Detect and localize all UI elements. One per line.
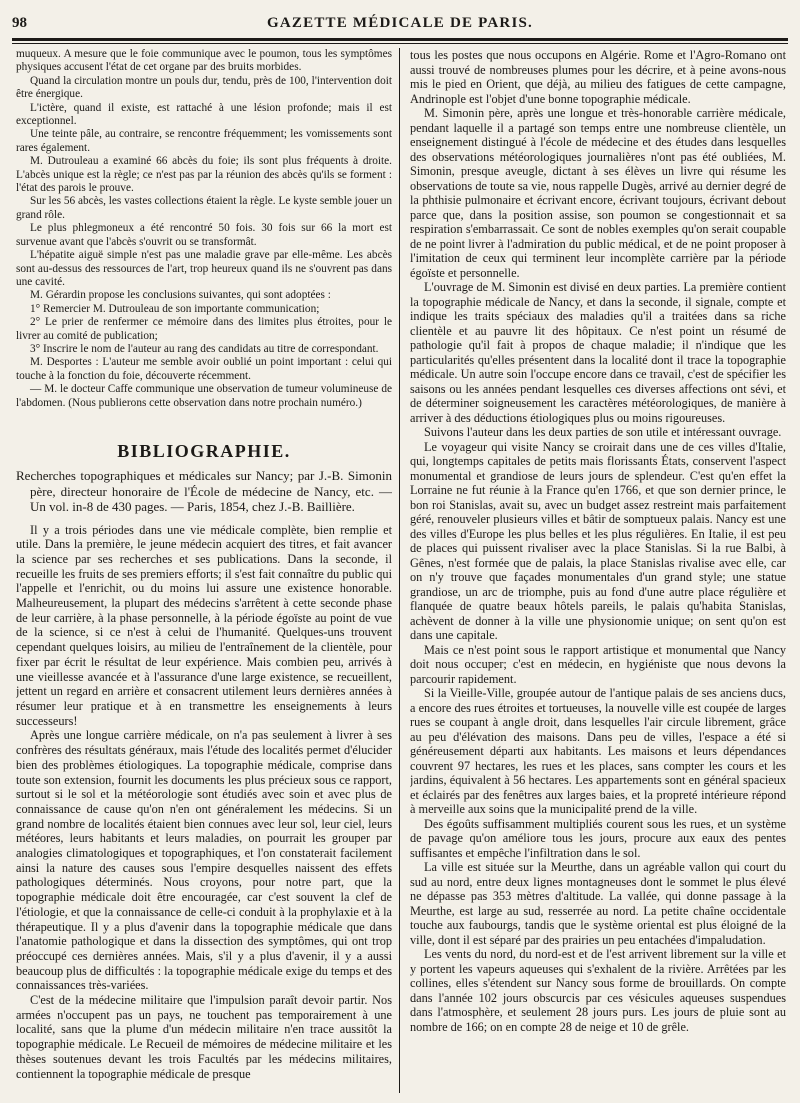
paragraph: L'ictère, quand il existe, est rattaché à une lésion profonde; mais il est exceptionnel. [16, 101, 392, 128]
paragraph: La ville est située sur la Meurthe, dans un agréable vallon qui court du sud au nord, entre deux lignes montagneuses dont le sommet le plus élevé ne dépasse pas 353 mètres d'altitude. La vallée, qui donne passage à la Meurthe, est large au sud, resserrée au nord. La petite chaîne occidentale touche aux faubourgs, tandis que le système oriental est plus éloigné de la ville, dont il est séparé par des prairies un peu entachées d'impaludation. [410, 860, 786, 947]
page-header [12, 10, 788, 36]
paragraph: L'hépatite aiguë simple n'est pas une maladie grave par elle-même. Les abcès sont au-dessus des ressources de l'art, trop heureux quand ils ne s'ouvrent pas dans une cavité. [16, 249, 392, 288]
header-rule-thin [12, 43, 788, 44]
paragraph: Sur les 56 abcès, les vastes collections étaient la règle. Le kyste semble jouer un grand rôle. [16, 195, 392, 221]
running-title: GAZETTE MÉDICALE DE PARIS. [267, 14, 533, 31]
header-rule-thick [12, 38, 788, 41]
paragraph: Quand la circulation montre un pouls dur, tendu, près de 100, l'intervention doit être énergique. [16, 74, 392, 101]
paragraph: M. Gérardin propose les conclusions suivantes, qui sont adoptées : [30, 289, 331, 302]
paragraph: M. Dutrouleau a examiné 66 abcès du foie; ils sont plus fréquents à droite. L'abcès unique est la règle; ce n'est pas par la réunion des abcès qu'ils se forment : l'état des parois le prouve. [16, 155, 392, 195]
conclusion-item: 1° Remercier M. Dutrouleau de son importante communication; [30, 302, 320, 315]
paragraph: muqueux. A mesure que le foie communique avec le poumon, tous les symptômes physiques accusent l'état de cet organe par des bruits morbides. [16, 48, 392, 74]
paragraph: M. Simonin père, après une longue et très-honorable carrière médicale, pendant laquelle il a partagé son temps entre une nombreuse clientèle, un enseignement distingué à l'école de médecine et des études dans lesquelles des observations météorologiques journalières n'ont pas été oubliées, M. Simonin, presque aveugle, dictant à ses élèves un livre qui résume les observations de toute sa vie, nous rappelle Dugès, arrivé au dernier degré de la phthisie pulmonaire et écrivant encore, écrivant toujours, écrivant debout parce que, dans la position assise, son poumon se congestionnait et sa respiration s'embarrassait. Ce sont de nobles exemples qu'on serait coupable de ne point livrer à l'admiration du public médical, et de ne point proposer à l'imitation de ceux qui terminent leur incomplète carrière par la période égoïste et personnelle. [410, 106, 786, 280]
society-report [16, 48, 392, 410]
paragraph: M. Desportes : L'auteur me semble avoir oublié un point important : celui qui touche à la fonction du foie, découverte récemment. [16, 356, 392, 382]
conclusion-item: 2° Le prier de renfermer ce mémoire dans des limites plus étroites, pour le livrer au comité de publication; [16, 316, 392, 342]
page-number: 98 [12, 14, 27, 31]
book-reference: Recherches topographiques et médicales sur Nancy; par J.-B. Simonin père, directeur honoraire de l'École de médecine de Nancy, etc. — Un vol. in-8 de 430 pages. — Paris, 1854, chez J.-B. Baillière. [16, 468, 392, 515]
paragraph: Des égoûts suffisamment multipliés courent sous les rues, et un système de pavage qu'on améliore tous les jours, procure aux eaux des pentes suffisantes et empêche l'infiltration dans le sol. [410, 816, 786, 860]
paragraph: Le plus phlegmoneux a été rencontré 50 fois. 30 fois sur 66 la mort est survenue avant que l'abcès s'ouvrit ou se transformât. [16, 222, 392, 248]
paragraph: Il y a trois périodes dans une vie médicale complète, bien remplie et utile. Dans la première, le jeune médecin acquiert des titres, et fait avancer la science par ses recherches et ses publications. Dans la seconde, il recueille les fruits de ses premiers efforts; il s'est fait connaître du public qui l'appelle et l'enrichit, ou du moins lui assure une existence honorable. Malheureusement, la plupart des médecins s'arrêtent à cette seconde phase de leur carrière, à la phase personnelle, à la période égoïste au point de vue de la science, si ce n'est à celui de l'humanité. Quelques-uns trouvent cependant quelques loisirs, au milieu de l'entraînement de la clientèle, pour fixer par écrit le résultat de leur expérience. Mais combien peu, arrivés à une vieillesse avancée et à l'assurance d'une large existence, se recueillent, jettent un regard en arrière et consacrent utilement leurs dernières années à résumer leur pratique et à en transmettre les enseignements à leurs successeurs! [16, 522, 392, 728]
right-column [410, 48, 786, 1096]
paragraph: Une teinte pâle, au contraire, se rencontre fréquemment; les vomissements sont rares également. [16, 128, 392, 154]
paragraph: Après une longue carrière médicale, on n'a pas seulement à livrer à ses confrères des résultats généraux, mais l'étude des localités permet d'élucider bien des problèmes étiologiques. La topographie médicale, comprise dans toute son extension, fournit les documents les plus précieux sous ce rapport, surtout si le sol et la météorologie sont étudiés avec soin et avec plus de connaissance de cause qu'on n'en ont généralement les médecins. Si un grand nombre de localités étaient bien connues avec leur sol, leur ciel, leurs météores, leurs habitants et leurs maladies, on pourrait les grouper par analogies climatologiques et topographiques, et l'on constaterait facilement ainsi la nature des causes sous l'empire desquelles naissent des effets pathologiques déterminés. Nous croyons, pour notre part, que la topographie médicale doit être encouragée, car c'est souvent la clef de l'étiologie, et que la connaissance de celle-ci conduit à la prophylaxie et à la thérapeutique. Il y a plus d'avenir dans la topographie médicale que dans l'anatomie pathologique et dans la dissection des symptômes, qui ont trop préoccupé ces dernières années. Mais, s'il y a plus d'avenir, il y a aussi beaucoup plus de difficultés : la topographie médicale exige du temps et des connaissances très-variées. [16, 728, 392, 993]
left-column [16, 48, 392, 1096]
paragraph: tous les postes que nous occupons en Algérie. Rome et l'Agro-Romano ont aussi trouvé de nombreuses plumes pour les décrire, et à peine avons-nous mis le pied en Orient, que déjà, au milieu des fatigues de cette campagne, Andrinople est l'objet d'une bonne topographie médicale. [410, 48, 786, 106]
conclusion-item: 3° Inscrire le nom de l'auteur au rang des candidats au titre de correspondant. [30, 342, 379, 355]
paragraph: C'est de la médecine militaire que l'impulsion paraît devoir partir. Nos armées n'occupent pas un pays, ne touchent pas temporairement à une localité, sans que la plume d'un médecin militaire n'en trace aussitôt la topographie médicale. Le Recueil de mémoires de médecine militaire et les thèses soutenues devant les trois Facultés par les médecins militaires, contiennent la topographie médicale de presque [16, 993, 392, 1081]
section-title [16, 440, 392, 461]
paragraph: Mais ce n'est point sous le rapport artistique et monumental que Nancy doit nous occuper; c'est en médecin, en hygiéniste que nous devons la parcourir rapidement. [410, 642, 786, 686]
column-divider [399, 48, 400, 1093]
paragraph: Suivons l'auteur dans les deux parties de son utile et intéressant ouvrage. [424, 425, 782, 439]
section-title-text: BIBLIOGRAPHIE. [117, 440, 291, 461]
paragraph: L'ouvrage de M. Simonin est divisé en deux parties. La première contient la topographie médicale de Nancy, et dans la seconde, il signale, compte et indique les traits spéciaux des maladies qu'il a traitées dans sa riche clientèle et au pauvre lit des hôpitaux. Ce n'est point un résumé de pathologie qu'il fait à propos de chaque maladie; il n'indique que les particularités qu'elles présentent dans la localité dont il trace la topographie médicale. Un autre soin l'occupe encore dans ce travail, c'est de spécifier les saisons ou les années pendant lesquelles ces diverses affections ont sévi, et de déterminer soigneusement les caractères météorologiques, de manière à arriver à des déductions étiologiques plus ou moins rigoureuses. [410, 280, 786, 425]
paragraph: Les vents du nord, du nord-est et de l'est arrivent librement sur la ville et y portent les vapeurs aqueuses qui s'exhalent de la rivière. Arrêtées par les collines, elles s'étendent sur Nancy sous forme de brouillards. On compte dans l'année 102 jours obscurcis par ces vésicules aqueuses suspendues dans l'atmosphère, et seulement 28 jours purs. Les jours de pluie sont au nombre de 166; on en compte 28 de neige et 10 de grêle. [410, 947, 786, 1034]
paragraph: Le voyageur qui visite Nancy se croirait dans une de ces villes d'Italie, qui, longtemps capitales de petits mais florissants États, conservent l'aspect monumental et grandiose de leurs jours de splendeur. C'est qu'en effet la Lorraine ne fut réunie à la France qu'en 1766, et que son dernier prince, le bon roi Stanislas, avait su, avec un budget assez restreint mais parfaitement géré, renouveler plusieurs villes et bâtir de somptueux palais. Nancy est une des villes d'Europe les plus belles et les plus régulières. En Italie, il est peu de places qui puissent rivaliser avec la place Stanislas. Si la rue Balbi, à Gênes, n'est formée que de palais, la place Stanislas rivalise avec elle, car on n'y trouve que façades monumentales d'un grand style; une statue grandiose, un arc de triomphe, puis au fond d'une autre place régulière et flanquée de quatre beaux hôtels pareils, le palais qu'habita Stanislas, achèvent de donner à la ville une physionomie unique; on sent qu'on est dans une capitale. [410, 439, 786, 642]
paragraph: Si la Vieille-Ville, groupée autour de l'antique palais de ses anciens ducs, a encore des rues étroites et tortueuses, la nouvelle ville est coupée de larges rues se coupant à angle droit, dans lesquelles l'air circule librement, grâce au peu d'élévation des maisons. Dans peu de villes, l'espace a été si généreusement départi aux habitants. Les maisons et leurs dépendances couvrent 97 hectares, les rues et les places, sans compter les cours et les jardins, équivalent à 56 hectares. Les appartements sont en général spacieux et éclairés par des fenêtres aux larges baies, et la propreté intérieure répond à merveille aux soins que la municipalité prend de la ville. [410, 686, 786, 816]
paragraph: — M. le docteur Caffe communique une observation de tumeur volumineuse de l'abdomen. (Nous publierons cette observation dans notre prochain numéro.) [16, 383, 392, 409]
